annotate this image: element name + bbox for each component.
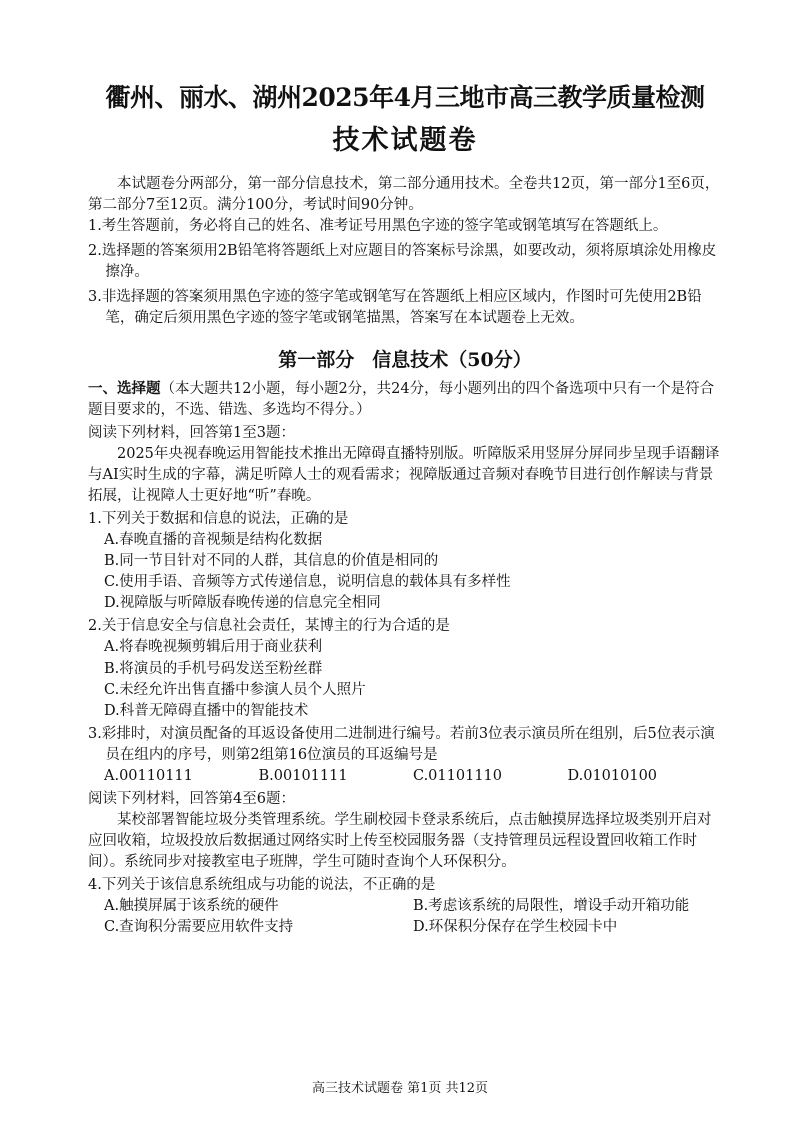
option-b: B.同一节目针对不同的人群，其信息的价值是相同的 <box>104 553 439 570</box>
options-list <box>88 766 722 787</box>
note-3: 3.非选择题的答案须用黑色字迹的签字笔或钢笔写在答题纸上相应区域内，作图时可先使用2B铅笔，确定后须用黑色字迹的签字笔或钢笔描黑，答案写在本试题卷上无效。 <box>88 288 702 326</box>
question-1 <box>88 509 722 614</box>
option-b: B.00101111 <box>258 767 348 784</box>
question-stem: 4.下列关于该信息系统组成与功能的说法，不正确的是 <box>88 876 436 893</box>
question-stem: 2.关于信息安全与信息社会责任，某博主的行为合适的是 <box>88 618 450 635</box>
option-b: B.将演员的手机号码发送至粉丝群 <box>104 660 323 677</box>
note-1: 1.考生答题前，务必将自己的姓名、准考证号用黑色字迹的签字笔或钢笔填写在答题纸上。 <box>88 217 668 234</box>
question-3 <box>88 724 722 787</box>
part-title-text: 信息技术（50分） <box>372 348 532 371</box>
exam-title: 衢州、丽水、湖州2025年4月三地市高三教学质量检测 <box>105 83 705 112</box>
options-list <box>88 530 722 614</box>
option-a: A.春晚直播的音视频是结构化数据 <box>104 532 323 549</box>
section-heading <box>88 378 722 421</box>
question-stem: 3.彩排时，对演员配备的耳返设备使用二进制进行编号。若前3位表示演员所在组别，后5位表示演员在组内的序号，则第2组第16位演员的耳返编号是 <box>88 725 715 763</box>
part-heading <box>88 347 722 375</box>
options-row-2 <box>88 917 722 938</box>
question-2 <box>88 616 722 721</box>
option-d: D.视障版与听障版春晚传递的信息完全相同 <box>104 595 381 612</box>
page-footer: 高三技术试题卷 第1页 共12页 <box>311 1081 489 1096</box>
option-c: C.未经允许出售直播中参演人员个人照片 <box>104 681 366 698</box>
material-2-lead: 阅读下列材料，回答第4至6题： <box>88 790 295 807</box>
option-c: C.使用手语、音频等方式传递信息，说明信息的载体具有多样性 <box>104 574 511 591</box>
option-a: A.00110111 <box>104 767 193 784</box>
option-c: C.查询积分需要应用软件支持 <box>104 918 294 935</box>
option-d: D.环保积分保存在学生校园卡中 <box>413 918 618 935</box>
option-b: B.考虑该系统的局限性，增设手动开箱功能 <box>413 897 690 914</box>
material-1-text: 2025年央视春晚运用智能技术推出无障碍直播特别版。听障版采用竖屏分屏同步呈现手语翻译与AI实时生成的字幕，满足听障人士的观看需求；视障版通过音频对春晚节目进行创作解读与背景拓展，让视障人士更好地“听”春晚。 <box>88 446 720 505</box>
options-list <box>88 637 722 721</box>
option-a: A.将春晚视频剪辑后用于商业获利 <box>104 639 323 656</box>
option-c: C.01101110 <box>413 767 502 784</box>
question-4 <box>88 875 722 938</box>
question-stem: 1.下列关于数据和信息的说法，正确的是 <box>88 511 349 528</box>
part-label: 第一部分 <box>278 348 355 371</box>
intro-paragraph: 本试题卷分两部分，第一部分信息技术，第二部分通用技术。全卷共12页，第一部分1至6页，第二部分7至12页。满分100分，考试时间90分钟。 <box>88 175 720 213</box>
option-d: D.科普无障碍直播中的智能技术 <box>104 702 309 719</box>
exam-subtitle: 技术试题卷 <box>332 124 478 156</box>
section-label: 一、选择题 <box>88 380 161 398</box>
section-desc: （本大题共12小题，每小题2分，共24分，每小题列出的四个备选项中只有一个是符合题目要求的，不选、错选、多选均不得分。） <box>88 381 715 419</box>
option-a: A.触摸屏属于该系统的硬件 <box>104 897 279 914</box>
material-2-text: 某校部署智能垃圾分类管理系统。学生刷校园卡登录系统后，点击触摸屏选择垃圾类别开启对应回收箱，垃圾投放后数据通过网络实时上传至校园服务器（支持管理员远程设置回收箱工作时间）。系统同步对接教室电子班牌，学生可随时查询个人环保积分。 <box>88 811 712 870</box>
option-d: D.01010100 <box>567 767 658 784</box>
material-1-lead: 阅读下列材料，回答第1至3题： <box>88 425 295 442</box>
options-row-1 <box>88 896 722 917</box>
note-2: 2.选择题的答案须用2B铅笔将答题纸上对应题目的答案标号涂黑，如要改动，须将原填涂处用橡皮擦净。 <box>88 242 717 280</box>
